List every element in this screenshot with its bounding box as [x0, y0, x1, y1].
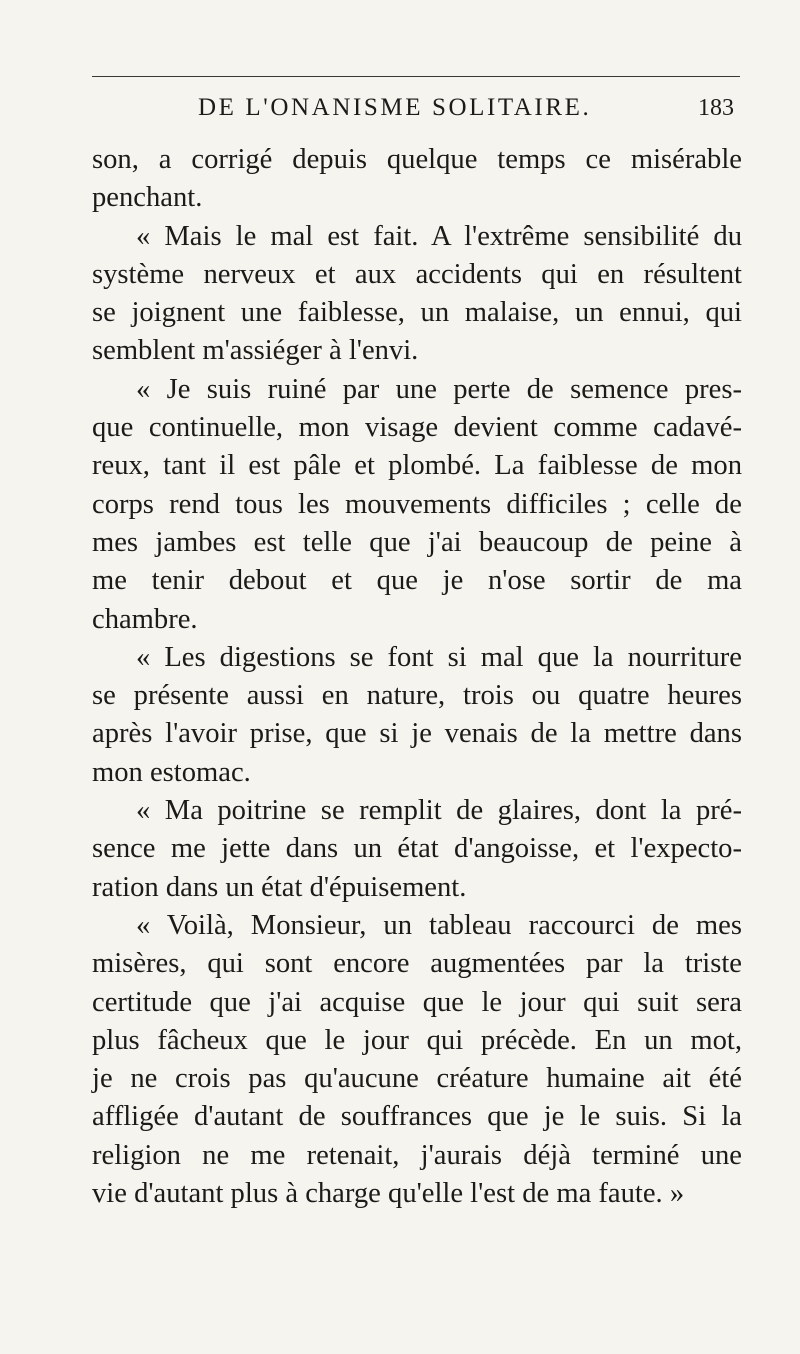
running-title: DE L'ONANISME SOLITAIRE.	[198, 94, 592, 121]
text-line: ration dans un état d'épuisement.	[92, 871, 467, 903]
text-line: après l'avoir prise, que si je venais de la mettre dans	[92, 718, 742, 750]
text-line: penchant.	[92, 182, 203, 214]
text-line: que continuelle, mon visage devient comme cadavé-	[92, 412, 742, 444]
text-line: me tenir debout et que je n'ose sortir de ma	[92, 565, 742, 597]
running-head	[92, 88, 740, 128]
text-line: plus fâcheux que le jour qui précède. En un mot,	[92, 1024, 742, 1056]
text-line: se présente aussi en nature, trois ou quatre heures	[92, 680, 742, 712]
text-line: « Ma poitrine se remplit de glaires, dont la pré-	[136, 795, 742, 827]
text-line: « Les digestions se font si mal que la nourriture	[136, 641, 742, 673]
body-text	[92, 141, 742, 1213]
text-line: « Mais le mal est fait. A l'extrême sensibilité du	[136, 220, 742, 252]
text-line: je ne crois pas qu'aucune créature humaine ait été	[92, 1063, 742, 1095]
text-line: mes jambes est telle que j'ai beaucoup de peine à	[92, 526, 742, 558]
text-line: « Voilà, Monsieur, un tableau raccourci de mes	[136, 909, 742, 941]
text-line: corps rend tous les mouvements difficiles ; celle de	[92, 488, 742, 520]
text-line: religion ne me retenait, j'aurais déjà terminé une	[92, 1139, 742, 1171]
text-line: certitude que j'ai acquise que le jour qui suit sera	[92, 986, 742, 1018]
text-line: sence me jette dans un état d'angoisse, et l'expecto-	[92, 833, 742, 865]
text-line: vie d'autant plus à charge qu'elle l'est de ma faute. »	[92, 1178, 685, 1210]
text-line: mon estomac.	[92, 756, 251, 788]
text-line: se joignent une faiblesse, un malaise, un ennui, qui	[92, 297, 742, 329]
page-number: 183	[698, 95, 734, 121]
text-line: « Je suis ruiné par une perte de semence pres-	[136, 373, 742, 405]
text-line: misères, qui sont encore augmentées par la triste	[92, 948, 742, 980]
header-rule	[92, 76, 740, 77]
text-line: son, a corrigé depuis quelque temps ce misérable	[92, 144, 742, 175]
text-line: système nerveux et aux accidents qui en résultent	[92, 258, 742, 290]
text-line: affligée d'autant de souffrances que je le suis. Si la	[92, 1101, 742, 1133]
text-line: semblent m'assiéger à l'envi.	[92, 335, 419, 367]
text-line: reux, tant il est pâle et plombé. La faiblesse de mon	[92, 450, 742, 482]
text-line: chambre.	[92, 603, 198, 635]
